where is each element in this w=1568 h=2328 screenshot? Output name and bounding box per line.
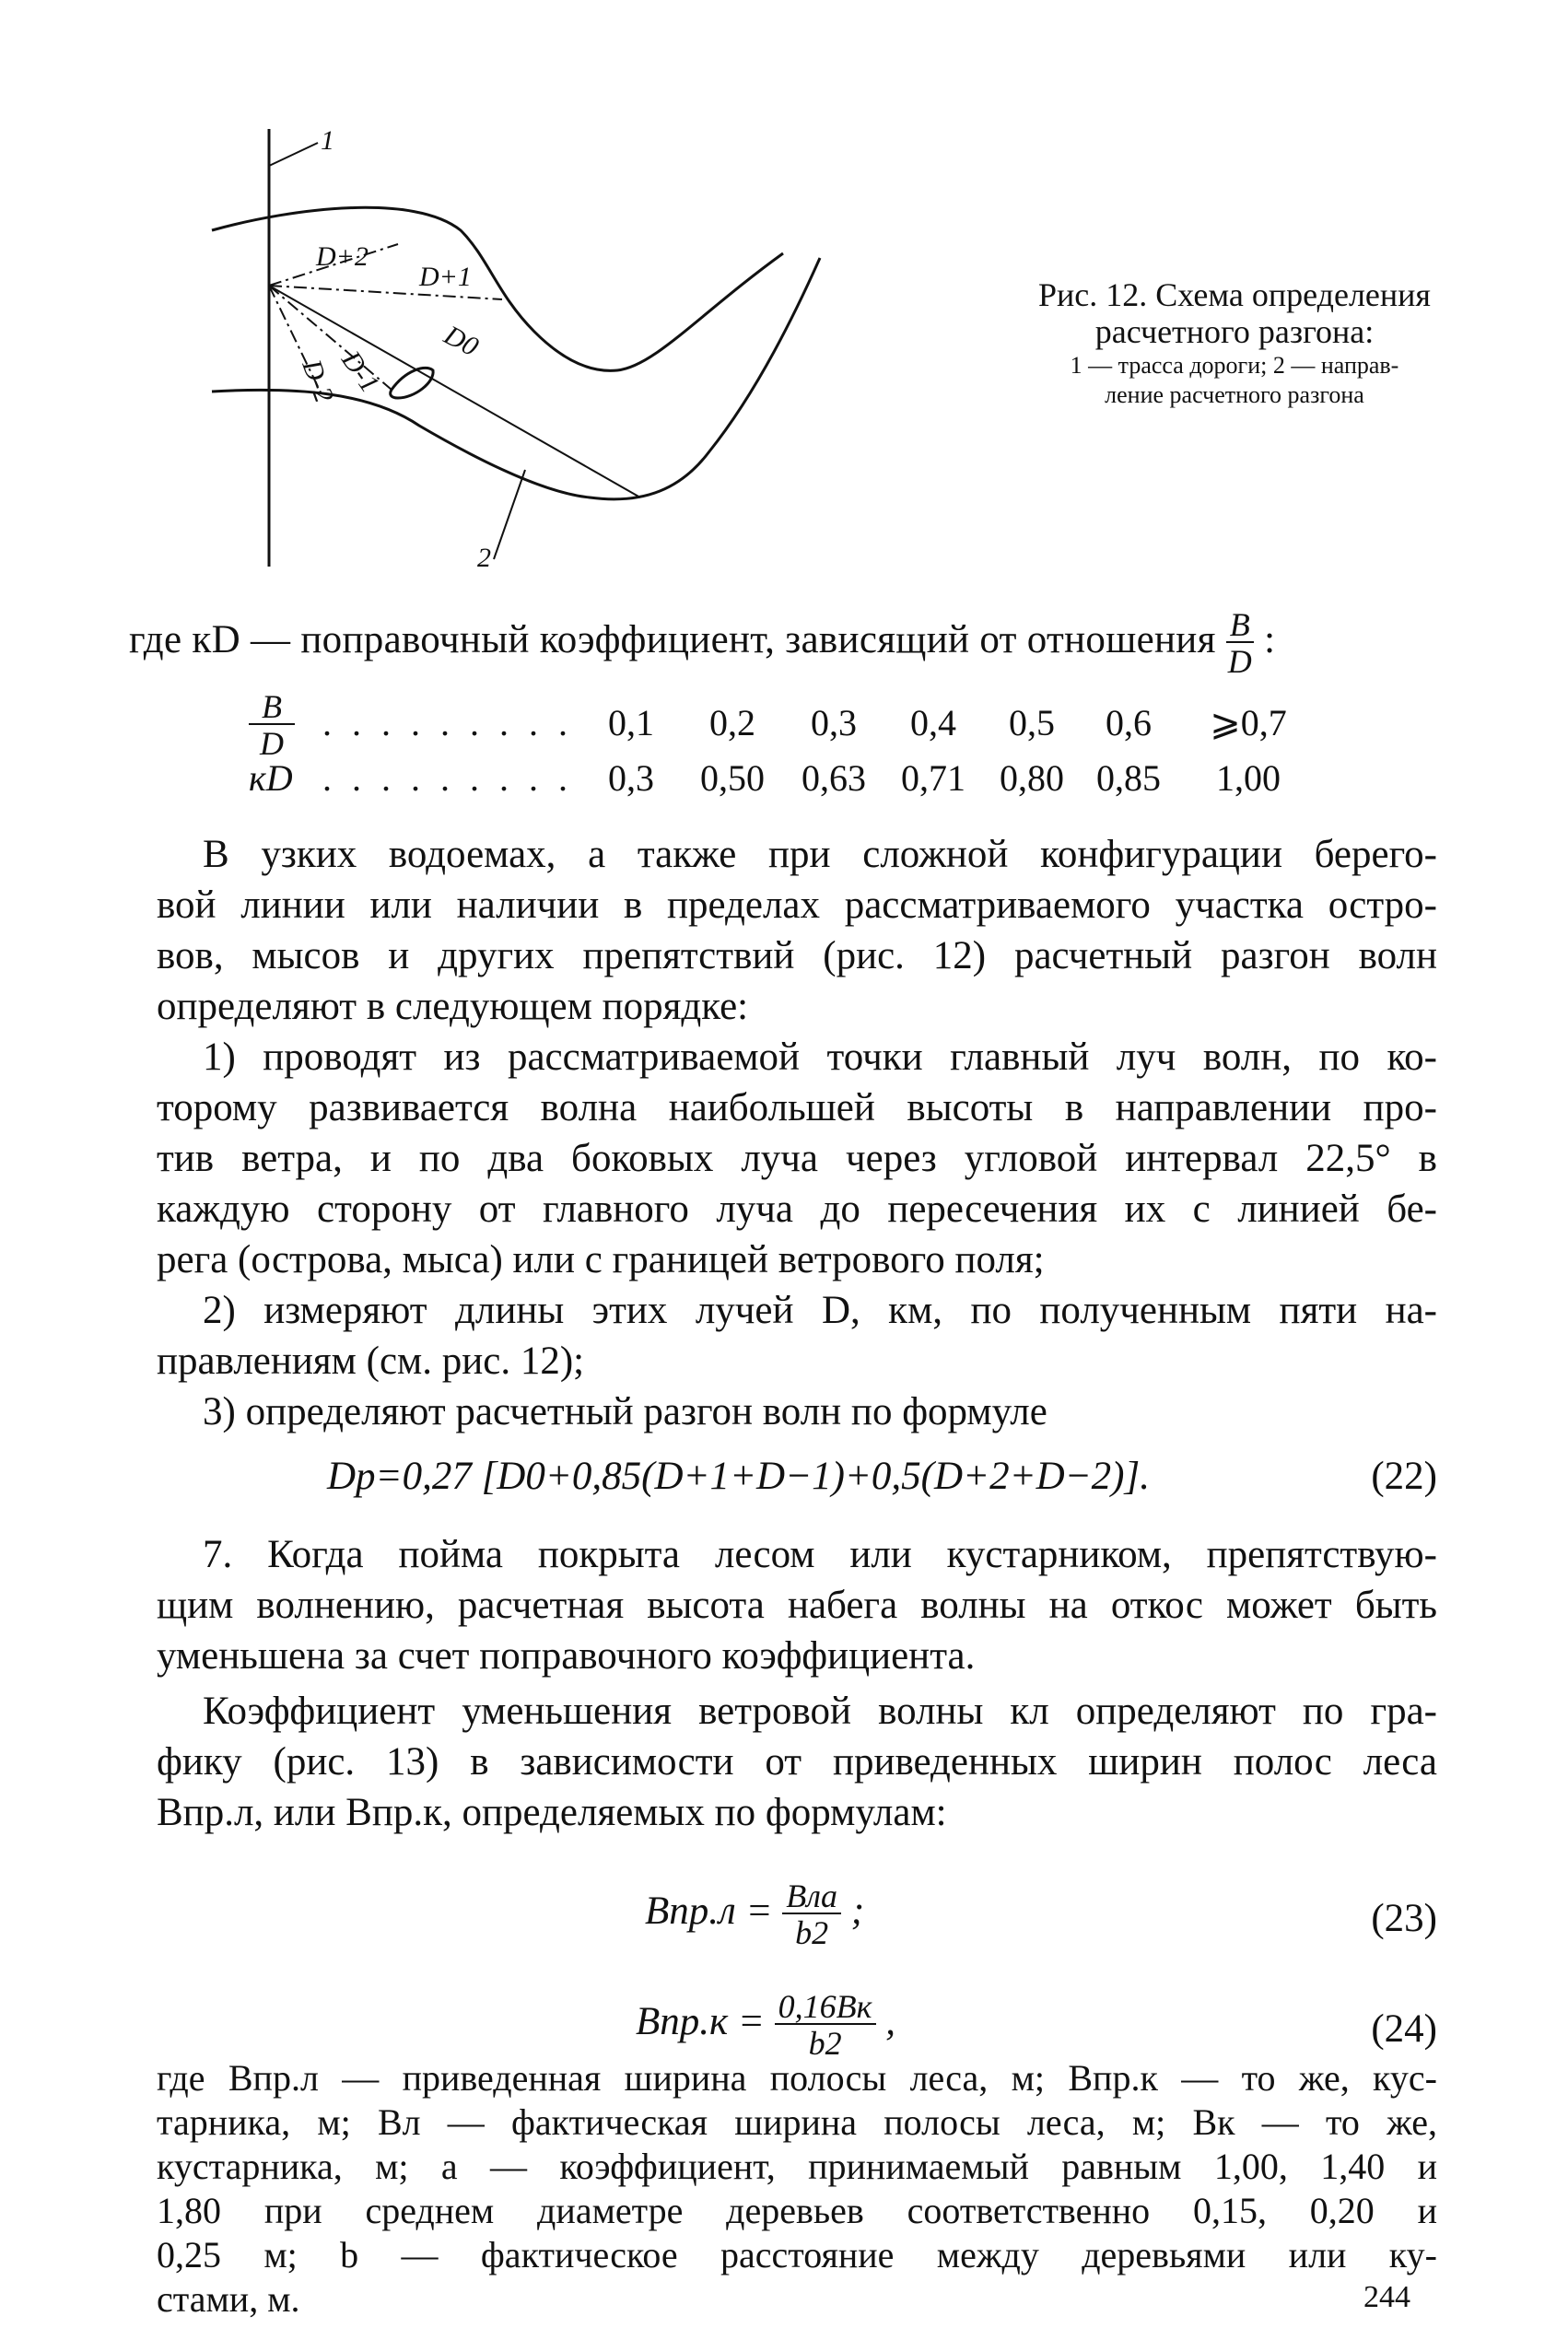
text-line: каждую сторону от главного луча до пересечения их с линией бе- [157,1187,1437,1231]
table-bd-num: B [249,690,295,725]
label-d-plus2: D+2 [316,241,369,272]
text-line: правлениям (см. рис. 12); [157,1339,585,1383]
road-leader [269,143,318,166]
table-row-bd [249,688,1354,762]
text-line: вов, мысов и других препятствий (рис. 12) расчетный разгон волн [157,934,1437,977]
table-cell: 0,4 [910,702,956,743]
text-line: стами, м. [157,2278,300,2320]
text-line: 2) измеряют длины этих лучей D, км, по полученным пяти на- [203,1289,1437,1332]
caption-sub-2: ление расчетного разгона [1105,381,1364,408]
formula-24-fraction [775,1990,876,2060]
text-line: щим волнению, расчетная высота набега волны на откос может быть [157,1584,1437,1627]
table-cell: 0,71 [901,757,965,799]
text-line: Bпр.л, или Bпр.к, определяемых по формулам: [157,1791,947,1834]
caption-sub-1: 1 — трасса дороги; 2 — направ- [1070,352,1399,379]
table-dots: . . . . . . . . . [322,702,573,743]
page-number: 244 [1363,2280,1410,2314]
table-cell: 0,3 [811,702,857,743]
formula-24-tail: , [885,1999,895,2043]
text-line: определяют в следующем порядке: [157,985,749,1028]
intro-text: где кD — поправочный коэффициент, зависящий от отношения [129,617,1216,661]
direction-leader [494,470,525,559]
formula-23 [645,1879,864,1949]
upper-shoreline [212,207,783,370]
figure-caption [977,276,1492,409]
formula-23-lhs: Bпр.л = [645,1889,773,1933]
text-line: 0,25 м; b — фактическое расстояние между деревьями или ку- [157,2234,1437,2275]
table-dots: . . . . . . . . . [322,757,573,799]
text-line: тив ветра, и по два боковых луча через угловой интервал 22,5° в [157,1137,1437,1180]
formula-24-number: (24) [1371,2007,1437,2051]
label-d-minus2: D-2 [296,356,340,407]
table-kd-label: кD [249,757,293,799]
text-line: 1,80 при среднем диаметре деревьев соответственно 0,15, 0,20 и [157,2190,1437,2231]
formula-23-denominator: b2 [795,1914,829,1951]
direction-label: 2 [477,543,491,573]
table-bd-label [249,690,295,760]
table-bd-den: D [260,725,284,762]
formula-23-number: (23) [1371,1897,1437,1940]
formula-22: Dр=0,27 [D0+0,85(D+1+D−1)+0,5(D+2+D−2)]. [327,1455,1150,1498]
formula-23-fraction [782,1879,841,1949]
table-cell: 0,3 [608,757,654,799]
text-line: вой линии или наличии в пределах рассматриваемого участка остро- [157,883,1437,927]
intro-frac-num: B [1226,608,1254,643]
label-d-minus1: D-1 [335,345,386,399]
table-cell: 0,5 [1009,702,1055,743]
table-cell: 0,85 [1096,757,1161,799]
intro-fraction [1226,608,1254,678]
intro-tail: : [1264,617,1276,661]
table-cell: 0,80 [1000,757,1064,799]
label-d-plus1: D+1 [419,262,472,292]
text-line: Коэффициент уменьшения ветровой волны кл определяют по гра- [203,1690,1437,1733]
text-line: где Bпр.л — приведенная ширина полосы леса, м; Bпр.к — то же, кус- [157,2057,1437,2099]
table-row-kd [249,751,1354,806]
island [391,368,433,398]
text-line: 7. Когда пойма покрыта лесом или кустарником, препятствую- [203,1533,1437,1576]
table-cell: 0,63 [802,757,866,799]
label-d0: D0 [439,320,484,363]
table-cell: 1,00 [1216,757,1281,799]
text-line: кустарника, м; a — коэффициент, принимаемый равным 1,00, 1,40 и [157,2146,1437,2187]
text-line: рега (острова, мыса) или с границей ветрового поля; [157,1238,1045,1281]
table-cell: ⩾0,7 [1210,702,1287,743]
text-line: торому развивается волна наибольшей высоты в направлении про- [157,1086,1437,1129]
wave-fetch-diagram [184,129,884,580]
caption-title-1: Рис. 12. Схема определения [1038,276,1431,313]
text-line: фику (рис. 13) в зависимости от приведенных ширин полос леса [157,1740,1437,1784]
formula-23-tail: ; [850,1889,865,1933]
formula-24-numerator: 0,16Bк [775,1990,876,2025]
formula-23-numerator: Bлa [782,1879,841,1914]
table-cell: 0,1 [608,702,654,743]
intro-line [129,608,1275,678]
formula-24-lhs: Bпр.к = [636,1999,765,2043]
intro-frac-den: D [1227,643,1253,680]
formula-24-denominator: b2 [808,2025,842,2062]
text-line: 1) проводят из рассматриваемой точки главный луч волн, по ко- [203,1035,1437,1079]
text-line: тарника, м; Bл — фактическая ширина полосы леса, м; Bк — то же, [157,2101,1437,2143]
caption-title-2: расчетного разгона: [1094,313,1375,350]
text-line: уменьшена за счет поправочного коэффициента. [157,1634,976,1678]
table-cell: 0,2 [709,702,755,743]
text-line: В узких водоемах, а также при сложной конфигурации берего- [203,833,1437,876]
table-cell: 0,50 [700,757,765,799]
text-line: 3) определяют расчетный разгон волн по формуле [203,1390,1047,1433]
figure-12 [184,129,884,580]
formula-24 [636,1990,895,2060]
table-cell: 0,6 [1106,702,1152,743]
formula-22-number: (22) [1371,1455,1437,1498]
road-label: 1 [321,129,334,156]
